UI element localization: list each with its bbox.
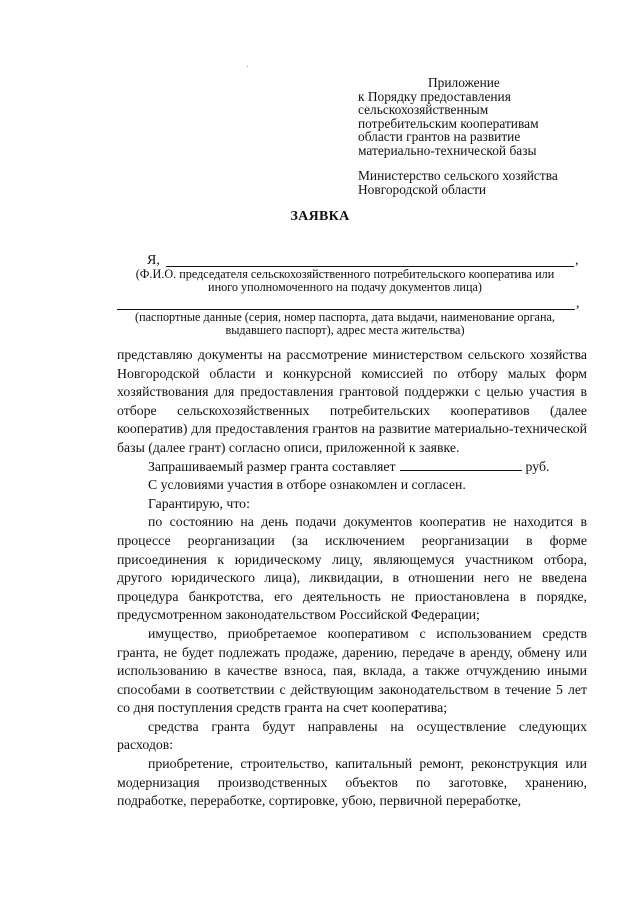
applicant-prefix: Я, [147, 253, 160, 268]
grant-amount-line [400, 458, 522, 471]
annex-block [358, 76, 539, 158]
paragraph-guarantee: Гарантирую, что: [148, 495, 250, 511]
applicant-name-caption: (Ф.И.О. председателя сельскохозяйственного потребительского кооператива или иного уполномоченного на подачу документов лица) [135, 267, 555, 294]
paragraph-expenses: средства гранта будут направлены на осуществление следующих расходов: [117, 718, 587, 753]
paragraph-reorganization: по состоянию на день подачи документов кооператив не находится в процессе реорганизации (за исключением реорганизации в форме присоединения к юридическому лицу, являющемуся участником отбора, другого юридического лица), ликвидации, в отношении него не введена процедура банкротства, его деятельность не приостановлена в порядке, предусмотренном законодательством Российской Федерации; [117, 514, 587, 623]
annex-line: сельскохозяйственным [358, 102, 489, 118]
annex-title: Приложение [428, 75, 500, 90]
recipient-line: Новгородской области [358, 181, 487, 197]
annex-line: области грантов на развитие [358, 129, 521, 145]
passport-comma: , [576, 296, 580, 311]
annex-line: материально-технической базы [358, 142, 537, 158]
paragraph-agreement: С условиями участия в отборе ознакомлен и согласен. [148, 477, 466, 493]
paragraph-documents: представляю документы на рассмотрение министерством сельского хозяйства Новгородской области и конкурсной комиссией по отбору малых форм хозяйствования для предоставления грантовой поддержки с целью участия в отборе сельскохозяйственных потребительских кооперативов (далее кооператив) для предоставления грантов на развитие материально-технической базы (далее грант) согласно описи, приложенной к заявке. [117, 347, 587, 455]
document-body [117, 346, 587, 811]
annex-line: потребительским кооперативам [358, 115, 539, 131]
annex-line: к Порядку предоставления [358, 88, 511, 104]
document-heading: ЗАЯВКА [290, 209, 350, 224]
applicant-name-comma: , [575, 253, 579, 268]
recipient-line: Министерство сельского хозяйства [358, 168, 558, 183]
paragraph-grant-amount [117, 458, 587, 477]
grant-amount-suffix: руб. [525, 458, 550, 474]
paragraph-property: имущество, приобретаемое кооперативом с использованием средств гранта, не будет подлежать продаже, дарению, передаче в аренду, обмену или использованию в качестве взноса, пая, вклада, а также отчуждению иными способами в соответствии с действующим законодательством в течение 5 лет со дня поступления средств гранта на счет кооператива; [117, 625, 587, 716]
grant-amount-prefix: Запрашиваемый размер гранта составляет [148, 458, 396, 474]
passport-caption: (паспортные данные (серия, номер паспорта, дата выдачи, наименование органа, выдавшего паспорт), адрес места жительства) [135, 310, 555, 337]
recipient-block [358, 169, 558, 196]
paragraph-acquisition: приобретение, строительство, капитальный ремонт, реконструкция или модернизация производственных объектов по заготовке, хранению, подработке, переработке, сортировке, убою, первичной переработке, [117, 756, 587, 809]
scan-dot [247, 66, 248, 67]
